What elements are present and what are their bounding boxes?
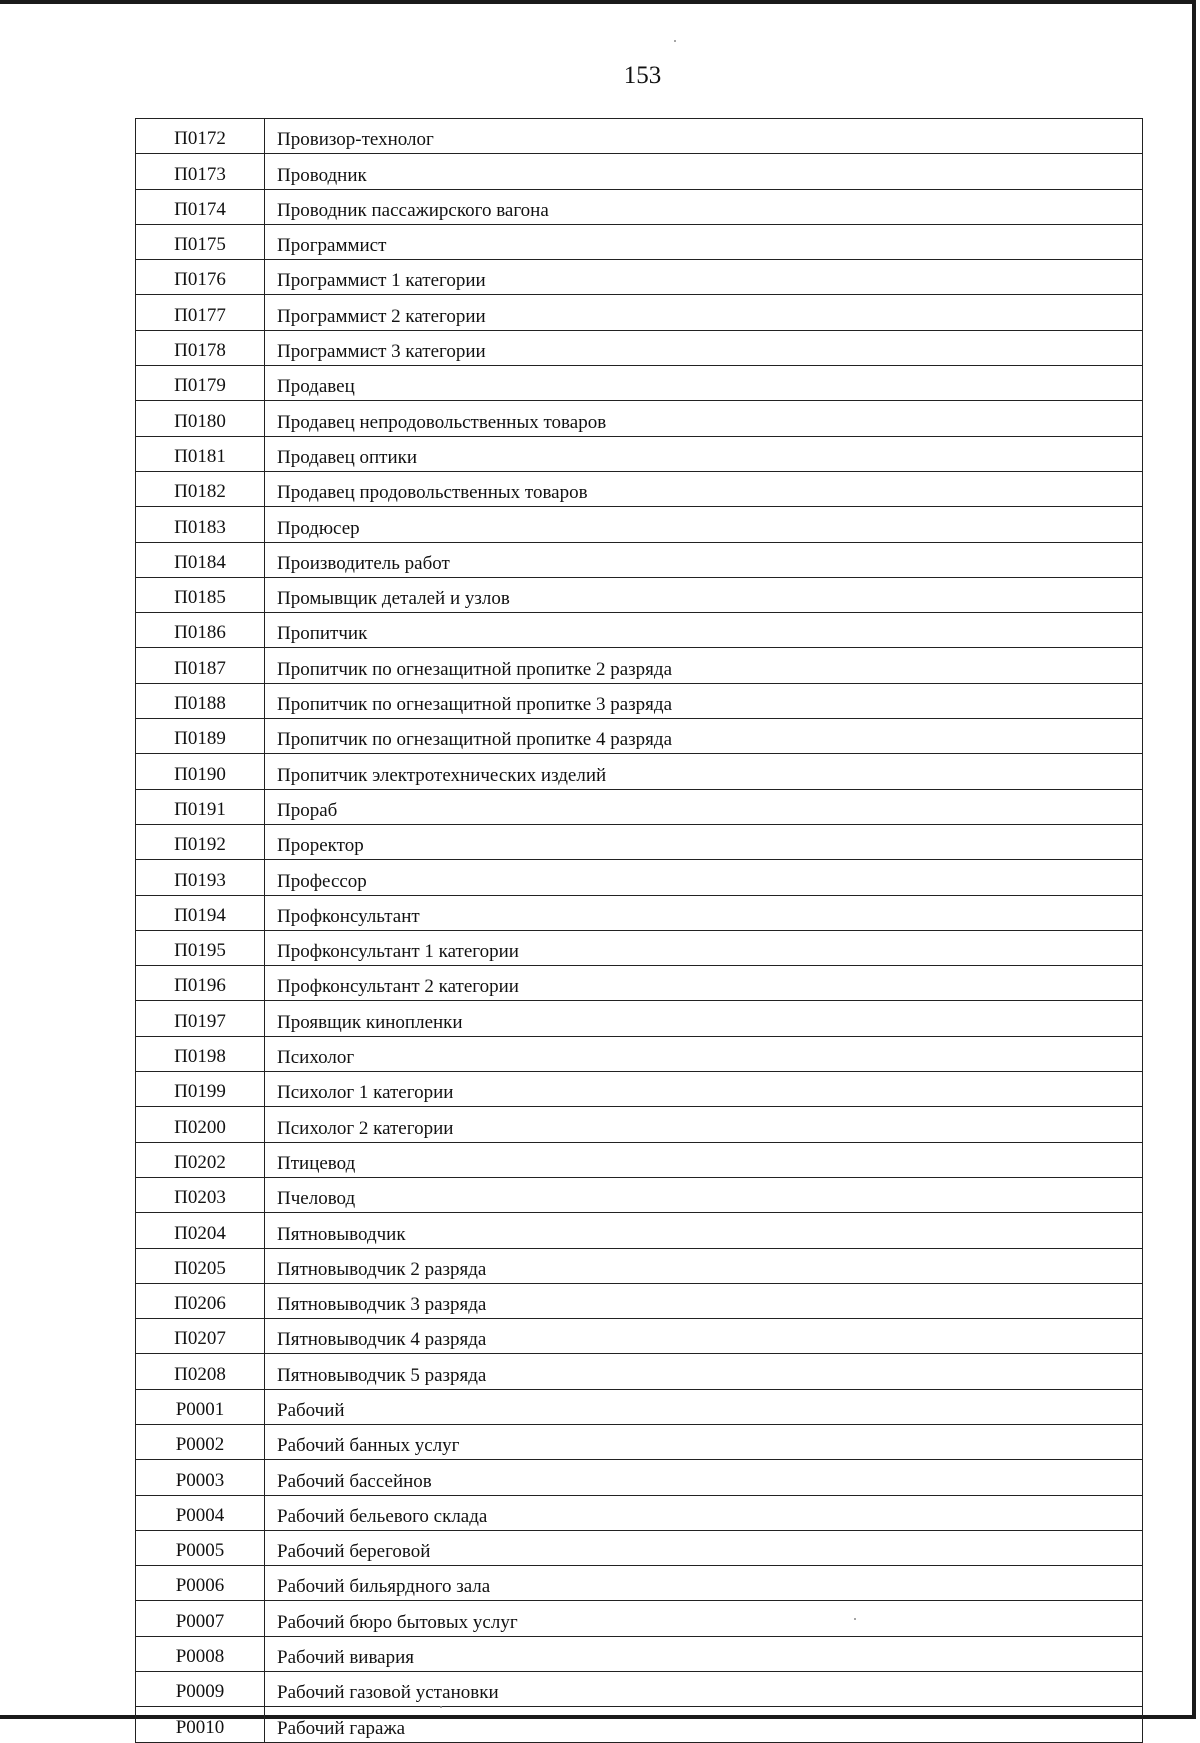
profession-code: П0180 [136, 401, 265, 436]
profession-name: Продавец непродовольственных товаров [265, 401, 1143, 436]
profession-name: Промывщик деталей и узлов [265, 577, 1143, 612]
table-row [136, 154, 1143, 189]
profession-codes-table [135, 118, 1143, 1743]
profession-code: Р0003 [136, 1460, 265, 1495]
table-row [136, 895, 1143, 930]
table-row [136, 401, 1143, 436]
profession-code: Р0010 [136, 1707, 265, 1742]
profession-name: Производитель работ [265, 542, 1143, 577]
profession-code: Р0006 [136, 1566, 265, 1601]
profession-code: П0179 [136, 366, 265, 401]
profession-name: Пятновыводчик 4 разряда [265, 1319, 1143, 1354]
profession-name: Продавец продовольственных товаров [265, 471, 1143, 506]
profession-name: Психолог 1 категории [265, 1072, 1143, 1107]
profession-name: Птицевод [265, 1142, 1143, 1177]
profession-code: Р0007 [136, 1601, 265, 1636]
table-row [136, 1389, 1143, 1424]
profession-code: П0186 [136, 613, 265, 648]
profession-code: П0199 [136, 1072, 265, 1107]
profession-name: Пропитчик [265, 613, 1143, 648]
profession-name: Рабочий вивария [265, 1636, 1143, 1671]
table-row [136, 1107, 1143, 1142]
profession-name: Продавец оптики [265, 436, 1143, 471]
profession-code: П0184 [136, 542, 265, 577]
profession-name: Профессор [265, 860, 1143, 895]
profession-code: П0200 [136, 1107, 265, 1142]
profession-code: П0174 [136, 189, 265, 224]
table-row [136, 683, 1143, 718]
profession-name: Продавец [265, 366, 1143, 401]
table-row [136, 1354, 1143, 1389]
scan-speck [440, 1706, 442, 1708]
profession-name: Рабочий бельевого склада [265, 1495, 1143, 1530]
table-row [136, 1530, 1143, 1565]
profession-code: П0177 [136, 295, 265, 330]
profession-code: П0193 [136, 860, 265, 895]
table-row [136, 366, 1143, 401]
profession-name: Прораб [265, 789, 1143, 824]
profession-code: П0176 [136, 260, 265, 295]
profession-name: Пропитчик по огнезащитной пропитке 3 разряда [265, 683, 1143, 718]
profession-name: Рабочий бассейнов [265, 1460, 1143, 1495]
table-row [136, 1319, 1143, 1354]
table-row [136, 648, 1143, 683]
scan-speck [674, 40, 676, 42]
table-row [136, 1636, 1143, 1671]
table-row [136, 789, 1143, 824]
profession-code: Р0004 [136, 1495, 265, 1530]
profession-code: Р0001 [136, 1389, 265, 1424]
profession-name: Рабочий [265, 1389, 1143, 1424]
table-row [136, 1213, 1143, 1248]
profession-name: Профконсультант 1 категории [265, 930, 1143, 965]
profession-code: П0196 [136, 966, 265, 1001]
profession-code: П0190 [136, 754, 265, 789]
table-row [136, 754, 1143, 789]
profession-name: Пчеловод [265, 1177, 1143, 1212]
profession-code: Р0009 [136, 1672, 265, 1707]
profession-code: П0206 [136, 1283, 265, 1318]
profession-code: П0185 [136, 577, 265, 612]
profession-name: Рабочий береговой [265, 1530, 1143, 1565]
table-row [136, 1460, 1143, 1495]
table-row [136, 860, 1143, 895]
page-number: 153 [623, 62, 662, 89]
profession-name: Пропитчик по огнезащитной пропитке 4 разряда [265, 719, 1143, 754]
profession-name: Пятновыводчик [265, 1213, 1143, 1248]
table-row [136, 613, 1143, 648]
profession-code: П0208 [136, 1354, 265, 1389]
table-row [136, 719, 1143, 754]
profession-name: Профконсультант [265, 895, 1143, 930]
profession-code: П0194 [136, 895, 265, 930]
table-row [136, 295, 1143, 330]
profession-code: П0175 [136, 224, 265, 259]
profession-code: П0197 [136, 1001, 265, 1036]
profession-code: П0198 [136, 1036, 265, 1071]
profession-name: Психолог 2 категории [265, 1107, 1143, 1142]
profession-name: Рабочий банных услуг [265, 1424, 1143, 1459]
profession-name: Программист [265, 224, 1143, 259]
profession-code: П0182 [136, 471, 265, 506]
table-row [136, 577, 1143, 612]
table-row [136, 1424, 1143, 1459]
profession-name: Программист 2 категории [265, 295, 1143, 330]
table-row [136, 1177, 1143, 1212]
profession-table-container [135, 118, 1143, 1743]
table-row [136, 189, 1143, 224]
profession-code: П0204 [136, 1213, 265, 1248]
table-row [136, 1601, 1143, 1636]
profession-code: П0173 [136, 154, 265, 189]
profession-name: Программист 1 категории [265, 260, 1143, 295]
table-row [136, 1001, 1143, 1036]
profession-code: П0192 [136, 824, 265, 859]
table-row [136, 330, 1143, 365]
profession-code: Р0002 [136, 1424, 265, 1459]
profession-name: Пятновыводчик 5 разряда [265, 1354, 1143, 1389]
profession-code: П0203 [136, 1177, 265, 1212]
table-row [136, 1283, 1143, 1318]
profession-code: П0172 [136, 119, 265, 154]
table-row [136, 224, 1143, 259]
profession-name: Профконсультант 2 категории [265, 966, 1143, 1001]
table-row [136, 119, 1143, 154]
table-row [136, 507, 1143, 542]
table-row [136, 824, 1143, 859]
profession-code: П0188 [136, 683, 265, 718]
profession-name: Рабочий бюро бытовых услуг [265, 1601, 1143, 1636]
profession-code: П0183 [136, 507, 265, 542]
profession-code: П0202 [136, 1142, 265, 1177]
table-row [136, 1672, 1143, 1707]
table-body [136, 119, 1143, 1743]
profession-code: П0181 [136, 436, 265, 471]
profession-name: Проводник [265, 154, 1143, 189]
profession-code: П0187 [136, 648, 265, 683]
table-row [136, 1072, 1143, 1107]
table-row [136, 1036, 1143, 1071]
scan-speck [854, 1618, 856, 1620]
profession-name: Пятновыводчик 2 разряда [265, 1248, 1143, 1283]
profession-code: П0191 [136, 789, 265, 824]
profession-name: Продюсер [265, 507, 1143, 542]
profession-name: Провизор-технолог [265, 119, 1143, 154]
profession-name: Программист 3 категории [265, 330, 1143, 365]
profession-code: П0189 [136, 719, 265, 754]
profession-code: Р0005 [136, 1530, 265, 1565]
profession-name: Рабочий гаража [265, 1707, 1143, 1742]
profession-code: П0178 [136, 330, 265, 365]
table-row [136, 542, 1143, 577]
table-row [136, 260, 1143, 295]
profession-name: Проявщик кинопленки [265, 1001, 1143, 1036]
profession-code: Р0008 [136, 1636, 265, 1671]
table-row [136, 1707, 1143, 1742]
profession-name: Пятновыводчик 3 разряда [265, 1283, 1143, 1318]
profession-code: П0207 [136, 1319, 265, 1354]
profession-name: Проректор [265, 824, 1143, 859]
table-row [136, 1248, 1143, 1283]
table-row [136, 1566, 1143, 1601]
profession-name: Рабочий бильярдного зала [265, 1566, 1143, 1601]
profession-code: П0205 [136, 1248, 265, 1283]
profession-name: Пропитчик по огнезащитной пропитке 2 разряда [265, 648, 1143, 683]
profession-name: Пропитчик электротехнических изделий [265, 754, 1143, 789]
table-row [136, 966, 1143, 1001]
table-row [136, 1142, 1143, 1177]
table-row [136, 436, 1143, 471]
profession-code: П0195 [136, 930, 265, 965]
profession-name: Проводник пассажирского вагона [265, 189, 1143, 224]
profession-name: Психолог [265, 1036, 1143, 1071]
table-row [136, 1495, 1143, 1530]
profession-name: Рабочий газовой установки [265, 1672, 1143, 1707]
table-row [136, 471, 1143, 506]
table-row [136, 930, 1143, 965]
